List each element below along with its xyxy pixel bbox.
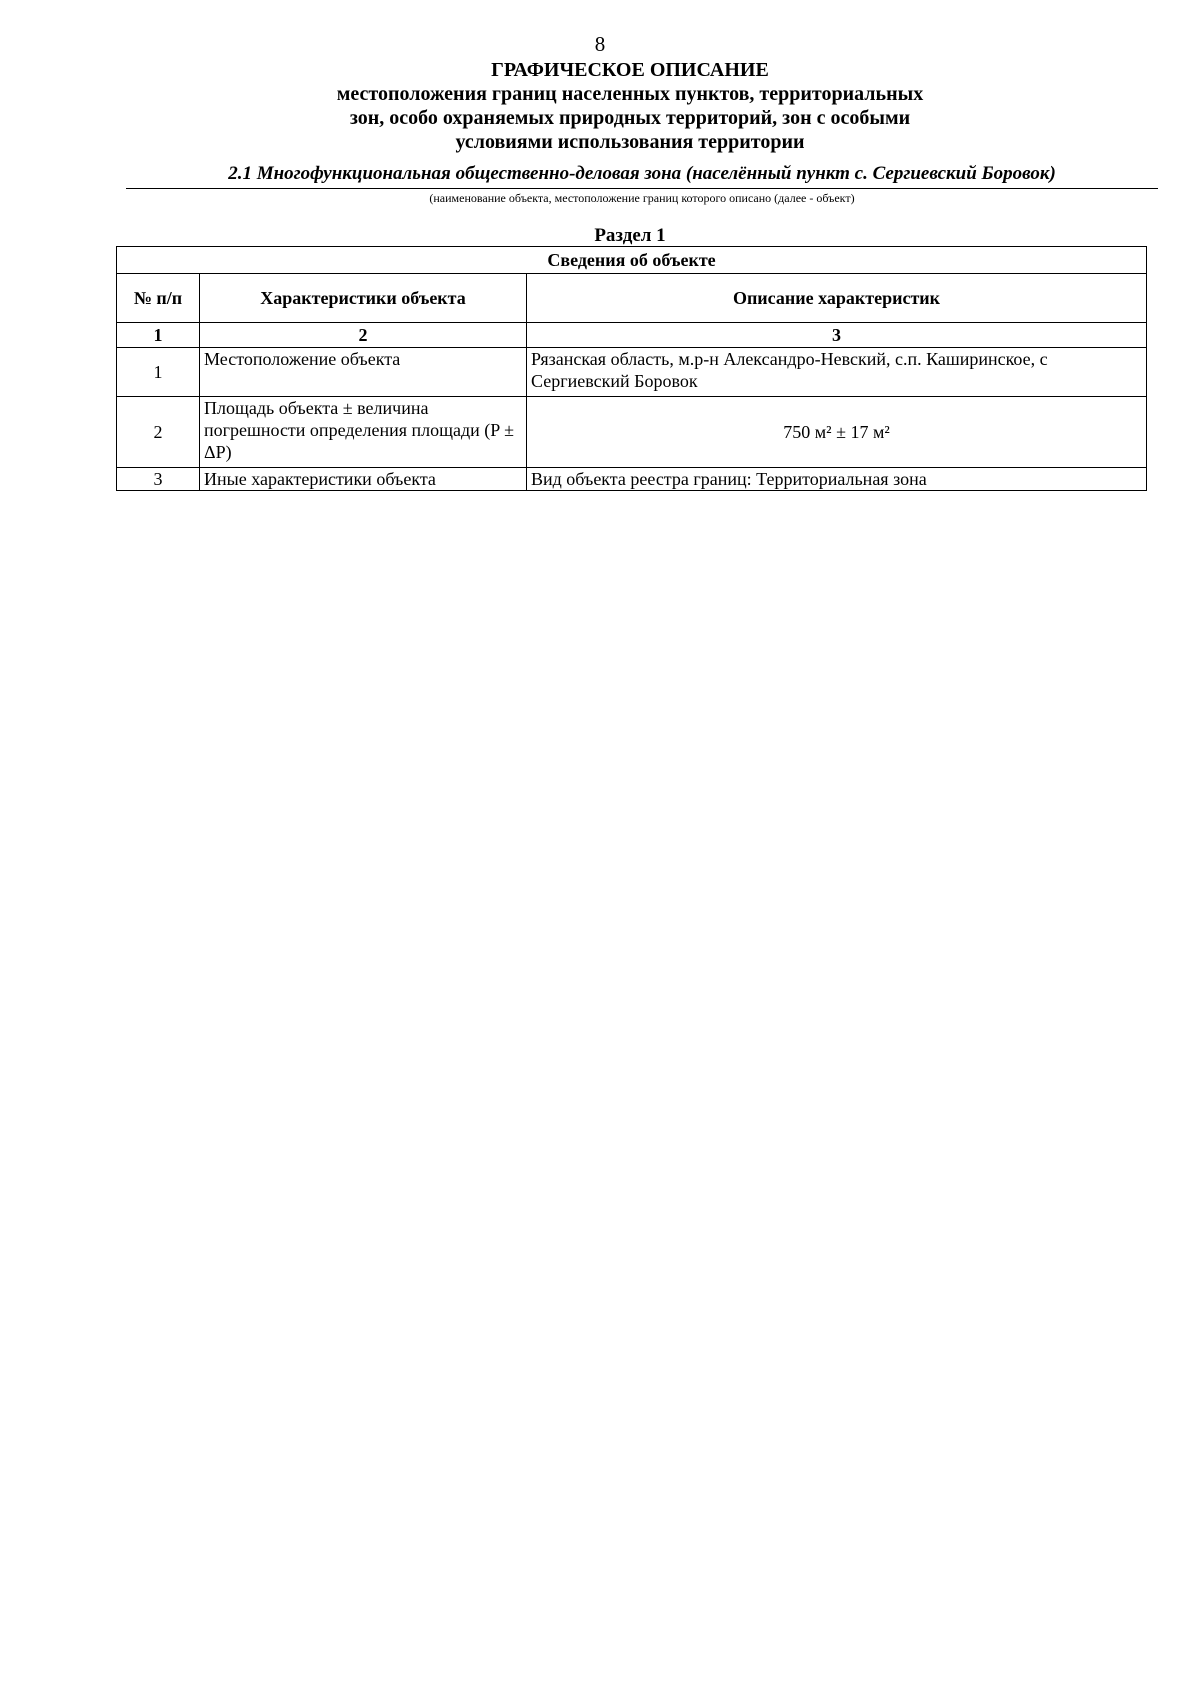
row-description: Вид объекта реестра границ: Территориальная зона [527, 468, 1147, 491]
column-number: 1 [117, 323, 200, 348]
object-name-underline [126, 188, 1158, 189]
row-description: 750 м² ± 17 м² [527, 397, 1147, 468]
table-row [117, 468, 1147, 491]
object-info-table [116, 246, 1147, 491]
row-characteristic: Местоположение объекта [200, 348, 527, 397]
section-title: Раздел 1 [594, 225, 666, 246]
title-line-1: ГРАФИЧЕСКОЕ ОПИСАНИЕ [491, 59, 769, 81]
row-number: 3 [117, 468, 200, 491]
row-number: 1 [117, 348, 200, 397]
table-header-row [117, 274, 1147, 323]
page-number: 8 [594, 32, 606, 56]
column-number: 2 [200, 323, 527, 348]
title-line-3: зон, особо охраняемых природных территорий, зон с особыми [349, 107, 911, 129]
table-caption: Сведения об объекте [117, 247, 1147, 274]
column-numbers-row [117, 323, 1147, 348]
title-line-4: условиями использования территории [455, 131, 805, 153]
document-title [0, 58, 1200, 154]
row-characteristic: Иные характеристики объекта [200, 468, 527, 491]
header-characteristic: Характеристики объекта [200, 274, 527, 323]
row-number: 2 [117, 397, 200, 468]
table-row [117, 397, 1147, 468]
row-characteristic: Площадь объекта ± величина погрешности определения площади (P ± ΔP) [200, 397, 527, 468]
table-row [117, 348, 1147, 397]
object-caption: (наименование объекта, местоположение границ которого описано (далее - объект) [429, 191, 855, 205]
header-description: Описание характеристик [527, 274, 1147, 323]
row-description: Рязанская область, м.р-н Александро-Невский, с.п. Каширинское, с Сергиевский Боровок [527, 348, 1147, 397]
title-line-2: местоположения границ населенных пунктов, территориальных [336, 83, 924, 105]
object-name: 2.1 Многофункциональная общественно-деловая зона (населённый пункт с. Сергиевский Боровок) [228, 163, 1056, 184]
header-num: № п/п [117, 274, 200, 323]
column-number: 3 [527, 323, 1147, 348]
